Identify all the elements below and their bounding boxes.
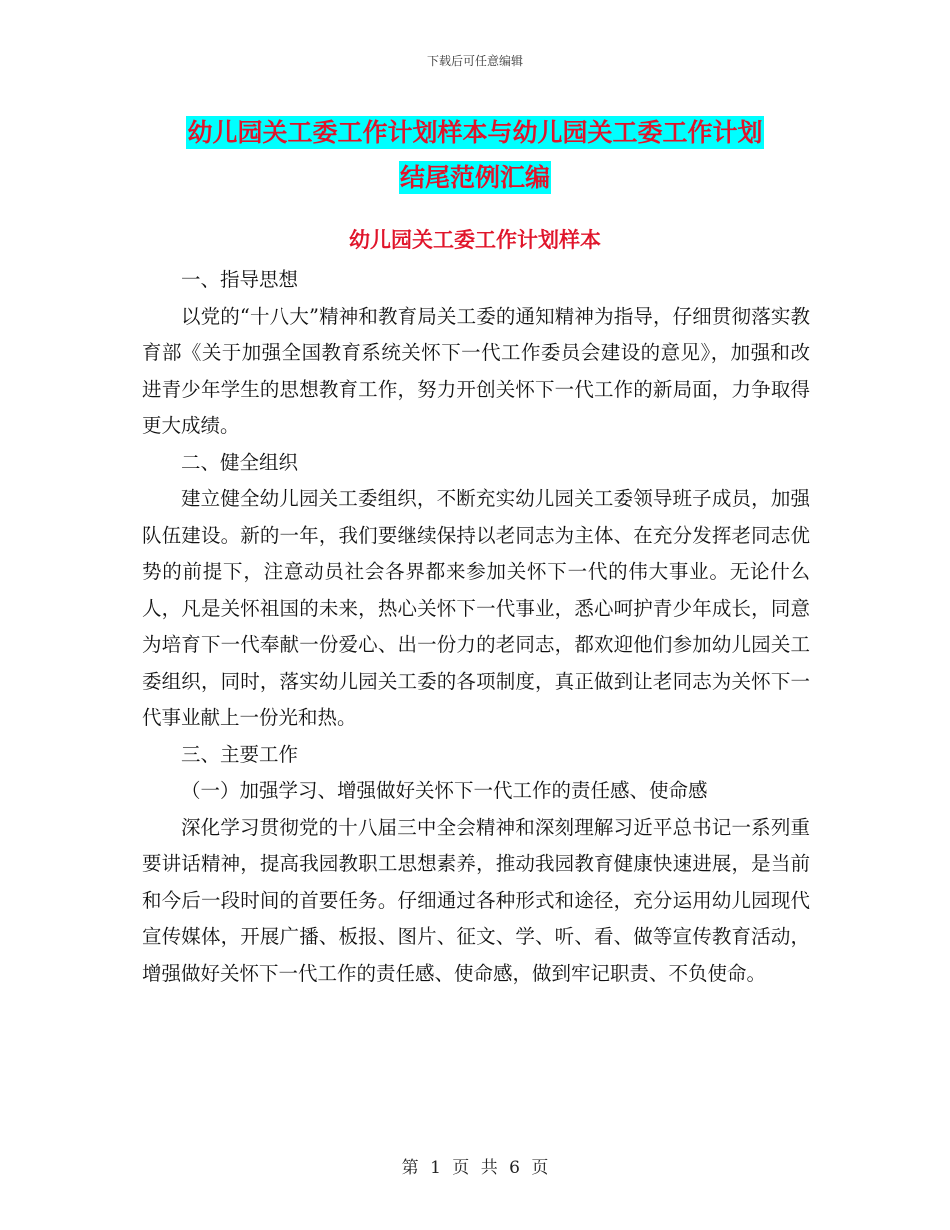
title-highlight-2: 结尾范例汇编 [399, 163, 550, 192]
header-note: 下载后可任意编辑 [426, 54, 523, 68]
paragraph-organization: 建立健全幼儿园关工委组织，不断充实幼儿园关工委领导班子成员，加强队伍建设。新的一年，我们要继续保持以老同志为主体、在充分发挥老同志优势的前提下，注意动员社会各界都来参加关怀下一代的伟大事业。无论什么人，凡是关怀祖国的未来，热心关怀下一代事业，悉心呵护青少年成长，同意为培育下一代奉献一份爱心、出一份力的老同志，都欢迎他们参加幼儿园关工委组织，同时，落实幼儿园关工委的各项制度，真正做到让老同志为关怀下一代事业献上一份光和热。 [142, 487, 810, 729]
heading-organization: 二、健全组织 [181, 450, 299, 474]
document-title-line-2 [0, 158, 950, 194]
document-title-line-1 [0, 113, 950, 149]
subheading-study: （一）加强学习、增强做好关怀下一代工作的责任感、使命感 [181, 779, 708, 802]
heading-main-work: 三、主要工作 [181, 742, 299, 766]
body-text [142, 262, 810, 992]
paragraph-guiding-ideology: 以党的“十八大”精神和教育局关工委的通知精神为指导，仔细贯彻落实教育部《关于加强全国教育系统关怀下一代工作委员会建设的意见》，加强和改进青少年学生的思想教育工作，努力开创关怀下一代工作的新局面，力争取得更大成绩。 [142, 304, 810, 437]
title-highlight-1: 幼儿园关工委工作计划样本与幼儿园关工委工作计划 [187, 118, 763, 147]
section-title: 幼儿园关工委工作计划样本 [349, 228, 601, 252]
heading-guiding-ideology: 一、指导思想 [181, 268, 299, 291]
paragraph-study: 深化学习贯彻党的十八届三中全会精神和深刻理解习近平总书记一系列重要讲话精神，提高我园教职工思想素养，推动我园教育健康快速进展，是当前和今后一段时间的首要任务。仔细通过各种形式和途径，充分运用幼儿园现代宣传媒体，开展广播、板报、图片、征文、学、听、看、做等宣传教育活动，增强做好关怀下一代工作的责任感、使命感，做到牢记职责、不负使命。 [142, 815, 810, 985]
page-footer: 第 1 页 共 6 页 [401, 1158, 549, 1178]
